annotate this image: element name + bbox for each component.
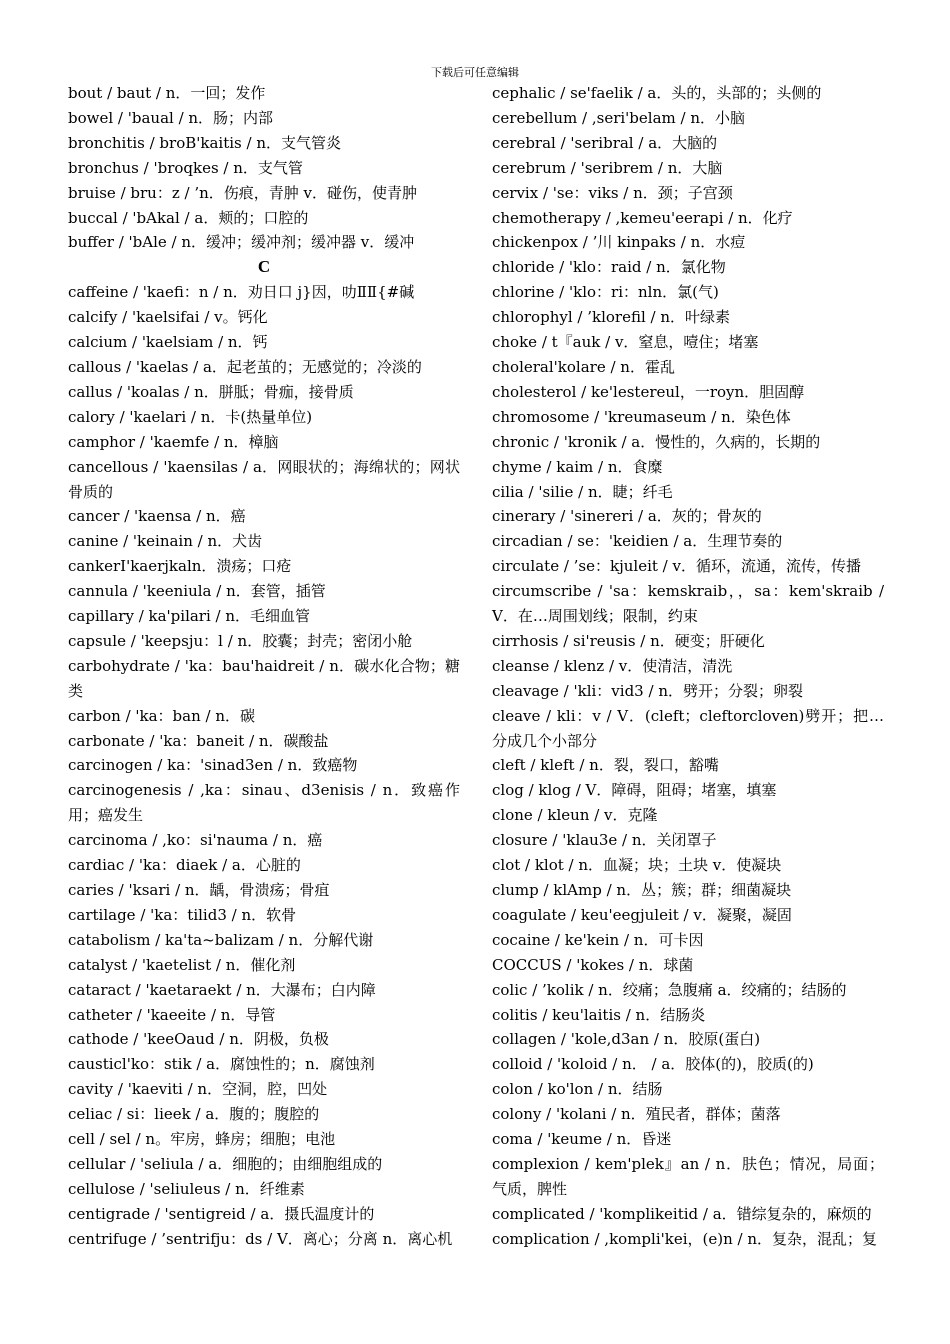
dictionary-entry: capillary / ka'pilari / n．毛细血管	[68, 607, 311, 626]
dictionary-entry: buccal / 'bAkal / a．颊的；口腔的	[68, 208, 309, 227]
dictionary-entry: cinerary / 'sinereri / a．灰的；骨灰的	[492, 507, 762, 526]
dictionary-entry: cannula / 'keeniula / n．套管，插管	[68, 582, 326, 601]
dictionary-entry: carcinogenesis / ,ka：sinau、d3enisis / n．致癌作用；癌发生	[68, 781, 460, 825]
dictionary-entry: bout / baut / n．一回；发作	[68, 84, 266, 102]
dictionary-entry: caries / 'ksari / n．龋，骨溃疡；骨疽	[68, 881, 330, 899]
dictionary-entry: clot / klot / n．血凝；块；土块 v．使凝块	[492, 856, 782, 875]
dictionary-entry: carcinogen / ka：'sinad3en / n．致癌物	[68, 756, 358, 775]
dictionary-entry: carbonate / 'ka：baneit / n．碳酸盐	[68, 731, 329, 750]
dictionary-entry: colony / 'kolani / n．殖民者，群体；菌落	[492, 1105, 781, 1124]
dictionary-entry: capsule / 'keepsju：l / n．胶囊；封壳；密闭小舱	[68, 631, 413, 650]
dictionary-entry: circulate / ’se：kjuleit / v．循环，流通，流传，传播	[492, 557, 861, 576]
dictionary-entry: chloride / 'klo：raid / n．氯化物	[492, 258, 726, 277]
dictionary-entry: colloid / 'koloid / n． / a．胶体(的)，胶质(的)	[492, 1055, 814, 1074]
dictionary-entry: cataract / 'kaetaraekt / n．大瀑布；白内障	[68, 980, 376, 999]
dictionary-entry: cleft / kleft / n．裂，裂口，豁嘴	[492, 756, 719, 775]
dictionary-entry: catheter / 'kaeeite / n．导管	[68, 1005, 276, 1024]
dictionary-entry: caffeine / 'kaefi：n / n．劝日口 j}因，叻ⅡⅡ{#碱	[68, 283, 415, 302]
left-column	[68, 81, 460, 1252]
dictionary-entry: cartilage / 'ka：tilid3 / n．软骨	[68, 905, 297, 924]
dictionary-entry: circumscribe / 'sa：kemskraib，，sa：kem'skraib / V．在…周围划线；限制，约束	[492, 582, 884, 626]
dictionary-entry: colic / ’kolik / n．绞痛；急腹痛 a．绞痛的；结肠的	[492, 980, 847, 999]
dictionary-entry: causticl'ko：stik / a．腐蚀性的；n．腐蚀剂	[68, 1055, 375, 1074]
dictionary-entry: chlorine / 'klo：ri：nln．氯(气)	[492, 283, 719, 302]
dictionary-entry: coma / 'keume / n．昏迷	[492, 1130, 672, 1149]
dictionary-entry: clump / klAmp / n．丛；簇；群；细菌凝块	[492, 881, 792, 899]
dictionary-entry: choleral'kolare / n．霍乱	[492, 357, 675, 376]
dictionary-entry: canine / 'keinain / n．犬齿	[68, 532, 263, 551]
dictionary-entry: cancer / 'kaensa / n．癌	[68, 507, 246, 526]
section-letter-heading: C	[257, 257, 271, 277]
dictionary-entry: calory / 'kaelari / n．卡(热量单位)	[68, 407, 313, 426]
dictionary-entry: carbohydrate / 'ka：bau'haidreit / n．碳水化合物；糖类	[68, 656, 460, 700]
dictionary-entry: colitis / keu'laitis / n．结肠炎	[492, 1005, 706, 1024]
dictionary-entry: centigrade / 'sentigreid / a．摄氏温度计的	[68, 1204, 375, 1223]
dictionary-entry: cankerI'kaerjkaln．溃疡；口疮	[68, 557, 292, 576]
dictionary-entry: cellular / 'seliula / a．细胞的；由细胞组成的	[68, 1154, 383, 1173]
dictionary-entry: callous / 'kaelas / a．起老茧的；无感觉的；冷淡的	[68, 357, 422, 376]
dictionary-entry: closure / 'klau3e / n．关闭罩子	[492, 831, 717, 850]
dictionary-entry: circadian / se：'keidien / a．生理节奏的	[492, 532, 783, 551]
dictionary-entry: buffer / 'bAle / n．缓冲；缓冲剂；缓冲器 v．缓冲	[68, 233, 415, 252]
dictionary-entry: colon / ko'lon / n．结肠	[492, 1080, 663, 1099]
page-header: 下载后可任意编辑	[431, 66, 519, 79]
dictionary-entry: chemotherapy / ,kemeu'eerapi / n．化疗	[492, 208, 793, 227]
dictionary-entry: cellulose / 'seliuleus / n．纤维素	[68, 1179, 305, 1198]
dictionary-entry: clog / klog / V．障碍，阻碍；堵塞，填塞	[492, 781, 777, 800]
dictionary-entry: celiac / si：lieek / a．腹的；腹腔的	[68, 1105, 320, 1124]
dictionary-entry: bruise / bru：z / ’n．伤痕，青肿 v．碰伤，使青肿	[68, 183, 417, 202]
dictionary-entry: callus / 'koalas / n．胼胝；骨痂，接骨质	[68, 382, 354, 401]
dictionary-entry: calcium / 'kaelsiam / n．钙	[68, 333, 268, 352]
dictionary-entry: cleave / kli：v / V．(cleft；cleftorcloven)劈开；把…分成几个小部分	[492, 706, 884, 750]
dictionary-entry: clone / kleun / v．克隆	[492, 806, 658, 825]
dictionary-entry: bronchus / 'broqkes / n．支气管	[68, 158, 303, 177]
dictionary-entry: cephalic / se'faelik / a．头的，头部的；头侧的	[492, 84, 822, 102]
dictionary-entry: cerebellum / ,seri'belam / n．小脑	[492, 108, 746, 127]
dictionary-entry: calcify / 'kaelsifai / v。钙化	[68, 308, 268, 327]
dictionary-entry: catabolism / ka'ta~balizam / n．分解代谢	[68, 930, 374, 949]
dictionary-entry: chlorophyl / ’klorefil / n．叶绿素	[492, 308, 731, 327]
dictionary-entry: cervix / 'se：viks / n．颈；子宫颈	[492, 183, 733, 202]
dictionary-entry: cocaine / ke'kein / n．可卡因	[492, 930, 704, 949]
dictionary-entry: coagulate / keu'eegjuleit / v．凝聚，凝固	[492, 905, 792, 924]
dictionary-entry: camphor / 'kaemfe / n．樟脑	[68, 432, 279, 451]
dictionary-entry: choke / t『auk / v．窒息，噎住；堵塞	[492, 333, 759, 352]
dictionary-entry: bowel / 'baual / n．肠；内部	[68, 108, 274, 127]
dictionary-entry: carcinoma / ,ko：si'nauma / n．癌	[68, 831, 323, 850]
dictionary-entry: complexion / kem'plek』an / n．肤色；情况，局面；气质，脾性	[492, 1154, 884, 1198]
dictionary-entry: cirrhosis / si'reusis / n．硬变；肝硬化	[492, 631, 765, 650]
dictionary-entry: chromosome / 'kreumaseum / n．染色体	[492, 407, 791, 426]
dictionary-entry: COCCUS / 'kokes / n．球菌	[492, 955, 694, 974]
dictionary-entry: cathode / 'keeOaud / n．阴极，负极	[68, 1030, 329, 1049]
dictionary-entry: collagen / 'kole,d3an / n．胶原(蛋白)	[492, 1030, 761, 1049]
dictionary-entry: chyme / kaim / n．食糜	[492, 457, 663, 476]
dictionary-entry: cholesterol / ke'lestereul，一royn．胆固醇	[492, 382, 805, 401]
dictionary-entry: cilia / 'silie / n．睫；纤毛	[492, 482, 673, 501]
dictionary-entry: chickenpox / ’川 kinpaks / n．水痘	[492, 233, 746, 252]
dictionary-entry: carbon / 'ka：ban / n．碳	[68, 706, 256, 725]
dictionary-entry: cancellous / 'kaensilas / a．网眼状的；海绵状的；网状骨质的	[68, 457, 460, 501]
dictionary-entry: centrifuge / ’sentrifju：ds / V．离心；分离 n．离心机	[68, 1229, 453, 1248]
dictionary-entry: cleavage / 'kli：vid3 / n．劈开；分裂；卵裂	[492, 681, 803, 700]
dictionary-entry: bronchitis / broB'kaitis / n．支气管炎	[68, 133, 341, 152]
dictionary-entry: complicated / 'komplikeitid / a．错综复杂的，麻烦的	[492, 1204, 872, 1223]
right-column	[492, 81, 884, 1252]
dictionary-entry: cerebrum / 'seribrem / n．大脑	[492, 158, 723, 177]
dictionary-entry: cerebral / 'seribral / a．大脑的	[492, 133, 718, 152]
dictionary-entry: complication / ,kompli'kei，(e)n / n．复杂，混乱；复	[492, 1229, 877, 1248]
dictionary-entry: cavity / 'kaeviti / n．空洞，腔，凹处	[68, 1080, 328, 1099]
dictionary-entry: chronic / 'kronik / a．慢性的，久病的，长期的	[492, 432, 821, 451]
dictionary-entry: cell / sel / n。牢房，蜂房；细胞；电池	[68, 1130, 336, 1149]
dictionary-entry: cleanse / klenz / v．使清洁，清洗	[492, 656, 733, 675]
dictionary-entry: catalyst / 'kaetelist / n．催化剂	[68, 955, 296, 974]
dictionary-entry: cardiac / 'ka：diaek / a．心脏的	[68, 856, 301, 875]
